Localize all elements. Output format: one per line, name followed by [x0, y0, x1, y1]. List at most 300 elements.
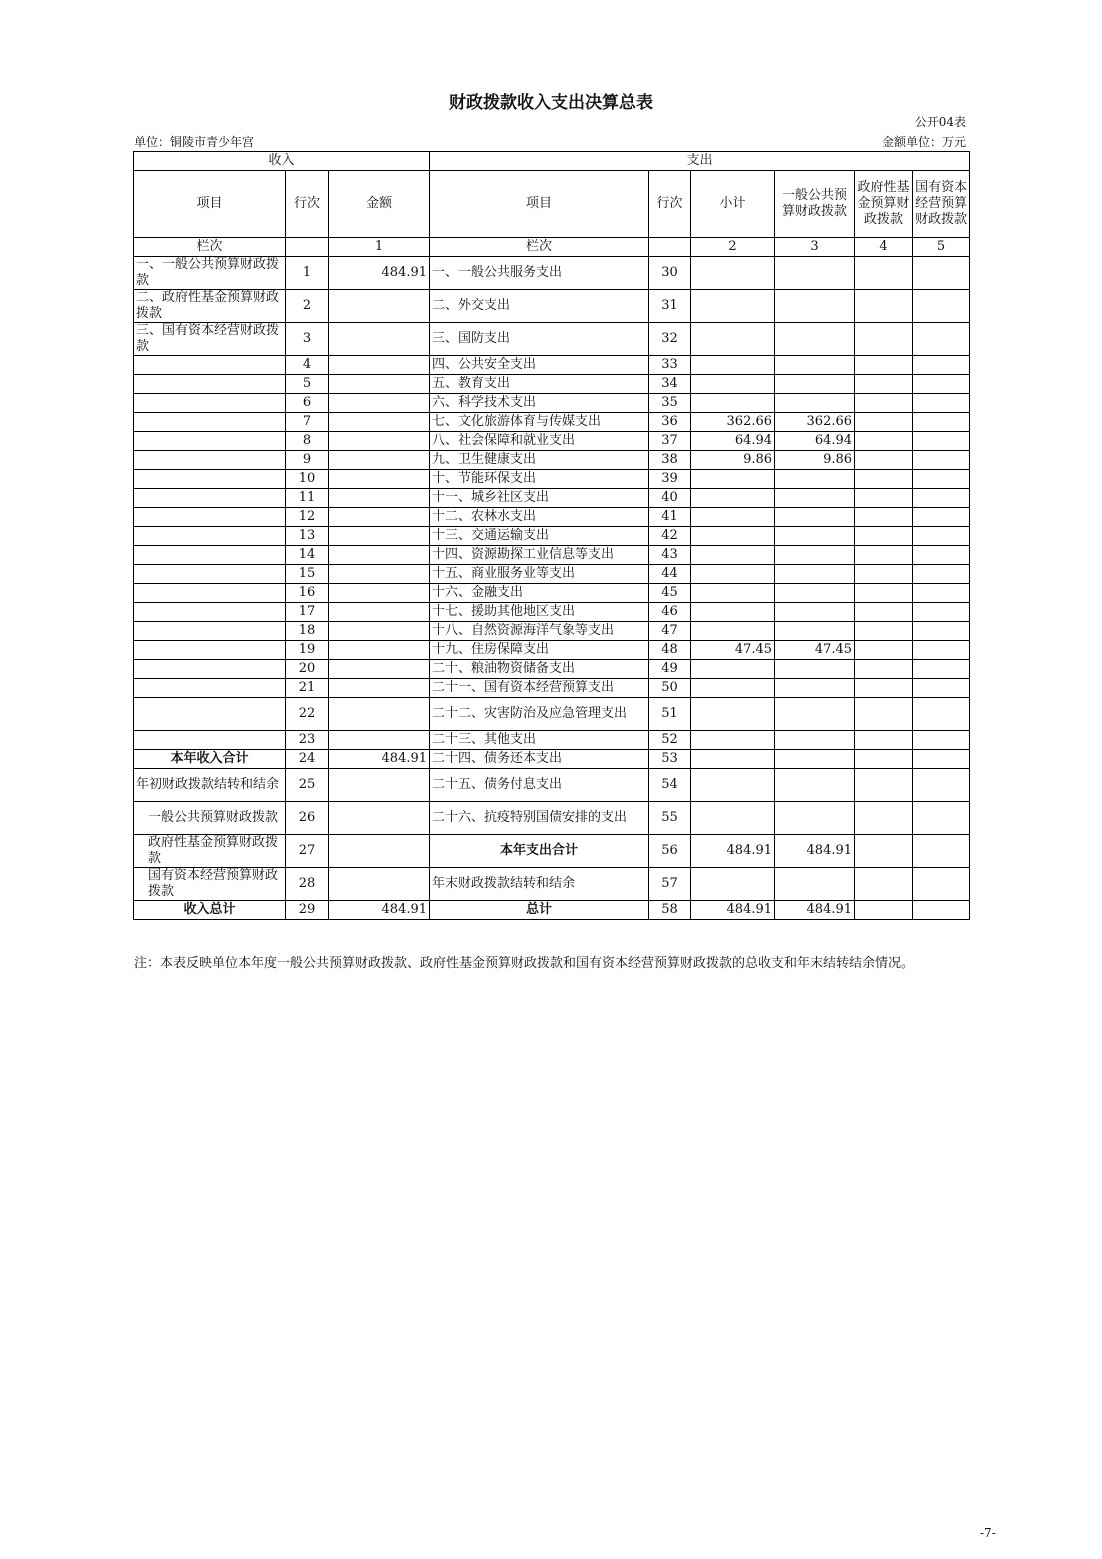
- income-amount-cell: [329, 565, 430, 584]
- general-budget-cell: [775, 290, 855, 323]
- expense-line-cell: 43: [649, 546, 691, 565]
- subtotal-cell: [691, 698, 775, 731]
- expense-line-cell: 42: [649, 527, 691, 546]
- state-capital-cell: [913, 641, 970, 660]
- expense-item-cell: 年末财政拨款结转和结余: [430, 868, 649, 901]
- expense-item-cell: 总计: [430, 901, 649, 920]
- subtotal-cell: [691, 394, 775, 413]
- state-capital-cell: [913, 868, 970, 901]
- general-budget-cell: [775, 622, 855, 641]
- income-item-cell: [134, 679, 286, 698]
- colnum-amount: 1: [329, 238, 430, 257]
- gov-fund-cell: [855, 698, 913, 731]
- header-general: 一般公共预算财政拨款: [775, 171, 855, 238]
- expense-line-cell: 38: [649, 451, 691, 470]
- table-row: [134, 527, 970, 546]
- state-capital-cell: [913, 508, 970, 527]
- expense-line-cell: 51: [649, 698, 691, 731]
- subtotal-cell: 484.91: [691, 901, 775, 920]
- gov-fund-cell: [855, 622, 913, 641]
- gov-fund-cell: [855, 451, 913, 470]
- income-amount-cell: [329, 731, 430, 750]
- income-line-cell: 20: [286, 660, 329, 679]
- income-item-cell: 国有资本经营预算财政拨款: [134, 868, 286, 901]
- income-item-cell: 一、一般公共预算财政拨款: [134, 257, 286, 290]
- gov-fund-cell: [855, 356, 913, 375]
- expense-line-cell: 50: [649, 679, 691, 698]
- income-amount-cell: 484.91: [329, 257, 430, 290]
- general-budget-cell: [775, 489, 855, 508]
- income-item-cell: [134, 698, 286, 731]
- table-row: [134, 375, 970, 394]
- expense-line-cell: 30: [649, 257, 691, 290]
- income-line-cell: 14: [286, 546, 329, 565]
- subtotal-cell: [691, 769, 775, 802]
- expense-line-cell: 49: [649, 660, 691, 679]
- expense-item-cell: 三、国防支出: [430, 323, 649, 356]
- gov-fund-cell: [855, 432, 913, 451]
- income-item-cell: [134, 432, 286, 451]
- expense-line-cell: 44: [649, 565, 691, 584]
- general-budget-cell: [775, 394, 855, 413]
- gov-fund-cell: [855, 394, 913, 413]
- table-row: [134, 413, 970, 432]
- subtotal-cell: [691, 489, 775, 508]
- income-line-cell: 28: [286, 868, 329, 901]
- income-item-cell: [134, 546, 286, 565]
- header-state-capital: 国有资本经营预算财政拨款: [913, 171, 970, 238]
- income-item-cell: [134, 394, 286, 413]
- state-capital-cell: [913, 698, 970, 731]
- income-item-cell: 一般公共预算财政拨款: [134, 802, 286, 835]
- table-row: [134, 679, 970, 698]
- state-capital-cell: [913, 731, 970, 750]
- gov-fund-cell: [855, 470, 913, 489]
- expense-item-cell: 四、公共安全支出: [430, 356, 649, 375]
- general-budget-cell: [775, 731, 855, 750]
- income-amount-cell: [329, 470, 430, 489]
- colnum-label: 栏次: [134, 238, 286, 257]
- gov-fund-cell: [855, 750, 913, 769]
- income-amount-cell: [329, 835, 430, 868]
- general-budget-cell: 484.91: [775, 901, 855, 920]
- subtotal-cell: [691, 290, 775, 323]
- expense-line-cell: 41: [649, 508, 691, 527]
- header-exp-item: 项目: [430, 171, 649, 238]
- state-capital-cell: [913, 323, 970, 356]
- colnum-exp-line: [649, 238, 691, 257]
- expense-line-cell: 57: [649, 868, 691, 901]
- header-line: 行次: [286, 171, 329, 238]
- income-line-cell: 7: [286, 413, 329, 432]
- income-line-cell: 15: [286, 565, 329, 584]
- income-amount-cell: [329, 584, 430, 603]
- income-line-cell: 12: [286, 508, 329, 527]
- income-amount-cell: [329, 868, 430, 901]
- state-capital-cell: [913, 750, 970, 769]
- general-budget-cell: [775, 565, 855, 584]
- income-line-cell: 11: [286, 489, 329, 508]
- table-row: [134, 802, 970, 835]
- income-amount-cell: [329, 527, 430, 546]
- income-line-cell: 16: [286, 584, 329, 603]
- form-number: 公开04表: [914, 115, 966, 129]
- expense-item-cell: 十四、资源勘探工业信息等支出: [430, 546, 649, 565]
- gov-fund-cell: [855, 413, 913, 432]
- subtotal-cell: [691, 868, 775, 901]
- state-capital-cell: [913, 413, 970, 432]
- gov-fund-cell: [855, 489, 913, 508]
- colnum-subtotal: 2: [691, 238, 775, 257]
- subtotal-cell: [691, 375, 775, 394]
- gov-fund-cell: [855, 323, 913, 356]
- income-item-cell: [134, 660, 286, 679]
- page-title: 财政拨款收入支出决算总表: [449, 93, 653, 113]
- table-row: [134, 901, 970, 920]
- general-budget-cell: 484.91: [775, 835, 855, 868]
- income-line-cell: 10: [286, 470, 329, 489]
- income-item-cell: [134, 622, 286, 641]
- expense-group-header: 支出: [430, 152, 970, 171]
- general-budget-cell: [775, 257, 855, 290]
- expense-line-cell: 53: [649, 750, 691, 769]
- income-line-cell: 2: [286, 290, 329, 323]
- state-capital-cell: [913, 470, 970, 489]
- gov-fund-cell: [855, 868, 913, 901]
- state-capital-cell: [913, 257, 970, 290]
- expense-line-cell: 55: [649, 802, 691, 835]
- subtotal-cell: 484.91: [691, 835, 775, 868]
- expense-item-cell: 八、社会保障和就业支出: [430, 432, 649, 451]
- expense-item-cell: 二十四、债务还本支出: [430, 750, 649, 769]
- table-row: [134, 731, 970, 750]
- gov-fund-cell: [855, 901, 913, 920]
- colnum-gov-fund: 4: [855, 238, 913, 257]
- expense-line-cell: 33: [649, 356, 691, 375]
- state-capital-cell: [913, 546, 970, 565]
- income-amount-cell: [329, 413, 430, 432]
- table-row: [134, 868, 970, 901]
- income-amount-cell: [329, 679, 430, 698]
- income-amount-cell: [329, 546, 430, 565]
- general-budget-cell: [775, 660, 855, 679]
- expense-item-cell: 二十、粮油物资储备支出: [430, 660, 649, 679]
- expense-item-cell: 二十二、灾害防治及应急管理支出: [430, 698, 649, 731]
- state-capital-cell: [913, 432, 970, 451]
- header-subtotal: 小计: [691, 171, 775, 238]
- income-line-cell: 8: [286, 432, 329, 451]
- state-capital-cell: [913, 769, 970, 802]
- general-budget-cell: [775, 679, 855, 698]
- header-item: 项目: [134, 171, 286, 238]
- expense-item-cell: 十一、城乡社区支出: [430, 489, 649, 508]
- income-amount-cell: 484.91: [329, 750, 430, 769]
- subtotal-cell: [691, 527, 775, 546]
- state-capital-cell: [913, 622, 970, 641]
- state-capital-cell: [913, 660, 970, 679]
- gov-fund-cell: [855, 835, 913, 868]
- table-row: [134, 489, 970, 508]
- expense-line-cell: 36: [649, 413, 691, 432]
- income-line-cell: 27: [286, 835, 329, 868]
- state-capital-cell: [913, 802, 970, 835]
- income-amount-cell: [329, 802, 430, 835]
- expense-line-cell: 34: [649, 375, 691, 394]
- subtotal-cell: 47.45: [691, 641, 775, 660]
- expense-item-cell: 七、文化旅游体育与传媒支出: [430, 413, 649, 432]
- gov-fund-cell: [855, 508, 913, 527]
- state-capital-cell: [913, 679, 970, 698]
- table-row: [134, 641, 970, 660]
- expense-line-cell: 40: [649, 489, 691, 508]
- unit-label: 单位：铜陵市青少年宫: [134, 135, 255, 149]
- state-capital-cell: [913, 356, 970, 375]
- group-header-row: [134, 152, 970, 171]
- income-line-cell: 29: [286, 901, 329, 920]
- colnum-state-capital: 5: [913, 238, 970, 257]
- expense-item-cell: 二、外交支出: [430, 290, 649, 323]
- subtotal-cell: [691, 508, 775, 527]
- expense-line-cell: 31: [649, 290, 691, 323]
- expense-line-cell: 58: [649, 901, 691, 920]
- income-line-cell: 17: [286, 603, 329, 622]
- income-line-cell: 5: [286, 375, 329, 394]
- colnum-general: 3: [775, 238, 855, 257]
- income-item-cell: [134, 508, 286, 527]
- general-budget-cell: [775, 603, 855, 622]
- header-gov-fund: 政府性基金预算财政拨款: [855, 171, 913, 238]
- income-item-cell: 政府性基金预算财政拨款: [134, 835, 286, 868]
- subtotal-cell: [691, 679, 775, 698]
- expense-line-cell: 47: [649, 622, 691, 641]
- subtotal-cell: [691, 546, 775, 565]
- amount-unit-label: 金额单位：万元: [881, 135, 966, 149]
- expense-item-cell: 十二、农林水支出: [430, 508, 649, 527]
- general-budget-cell: [775, 356, 855, 375]
- income-line-cell: 23: [286, 731, 329, 750]
- expense-line-cell: 39: [649, 470, 691, 489]
- subtotal-cell: [691, 750, 775, 769]
- table-row: [134, 470, 970, 489]
- subtotal-cell: [691, 731, 775, 750]
- expense-item-cell: 十、节能环保支出: [430, 470, 649, 489]
- income-line-cell: 13: [286, 527, 329, 546]
- income-amount-cell: [329, 394, 430, 413]
- state-capital-cell: [913, 451, 970, 470]
- table-row: [134, 835, 970, 868]
- gov-fund-cell: [855, 641, 913, 660]
- general-budget-cell: 47.45: [775, 641, 855, 660]
- income-amount-cell: [329, 323, 430, 356]
- income-item-cell: [134, 641, 286, 660]
- gov-fund-cell: [855, 290, 913, 323]
- expense-line-cell: 35: [649, 394, 691, 413]
- income-amount-cell: 484.91: [329, 901, 430, 920]
- expense-item-cell: 二十一、国有资本经营预算支出: [430, 679, 649, 698]
- subtotal-cell: [691, 356, 775, 375]
- header-exp-line: 行次: [649, 171, 691, 238]
- general-budget-cell: [775, 323, 855, 356]
- gov-fund-cell: [855, 679, 913, 698]
- state-capital-cell: [913, 375, 970, 394]
- expense-item-cell: 十三、交通运输支出: [430, 527, 649, 546]
- colnum-line: [286, 238, 329, 257]
- gov-fund-cell: [855, 769, 913, 802]
- income-item-cell: [134, 565, 286, 584]
- subtotal-cell: [691, 323, 775, 356]
- income-item-cell: 二、政府性基金预算财政拨款: [134, 290, 286, 323]
- expense-item-cell: 十八、自然资源海洋气象等支出: [430, 622, 649, 641]
- expense-item-cell: 九、卫生健康支出: [430, 451, 649, 470]
- state-capital-cell: [913, 603, 970, 622]
- income-amount-cell: [329, 698, 430, 731]
- table-note: 注：本表反映单位本年度一般公共预算财政拨款、政府性基金预算财政拨款和国有资本经营预算财政拨款的总收支和年末结转结余情况。: [134, 956, 915, 971]
- table-row: [134, 257, 970, 290]
- expense-item-cell: 二十三、其他支出: [430, 731, 649, 750]
- state-capital-cell: [913, 901, 970, 920]
- expense-item-cell: 本年支出合计: [430, 835, 649, 868]
- table-row: [134, 660, 970, 679]
- column-number-row: [134, 238, 970, 257]
- state-capital-cell: [913, 290, 970, 323]
- expense-line-cell: 37: [649, 432, 691, 451]
- income-amount-cell: [329, 603, 430, 622]
- income-amount-cell: [329, 290, 430, 323]
- income-item-cell: [134, 527, 286, 546]
- income-group-header: 收入: [134, 152, 430, 171]
- column-header-row: [134, 171, 970, 238]
- expense-line-cell: 48: [649, 641, 691, 660]
- table-row: [134, 603, 970, 622]
- expense-line-cell: 52: [649, 731, 691, 750]
- subtotal-cell: 362.66: [691, 413, 775, 432]
- income-line-cell: 9: [286, 451, 329, 470]
- income-amount-cell: [329, 769, 430, 802]
- subtotal-cell: 64.94: [691, 432, 775, 451]
- income-amount-cell: [329, 660, 430, 679]
- income-item-cell: 收入总计: [134, 901, 286, 920]
- table-row: [134, 584, 970, 603]
- gov-fund-cell: [855, 660, 913, 679]
- expense-item-cell: 二十六、抗疫特别国债安排的支出: [430, 802, 649, 835]
- expense-item-cell: 二十五、债务付息支出: [430, 769, 649, 802]
- income-item-cell: 三、国有资本经营财政拨款: [134, 323, 286, 356]
- page-number: -7-: [980, 1526, 996, 1540]
- table-row: [134, 622, 970, 641]
- general-budget-cell: [775, 546, 855, 565]
- income-line-cell: 26: [286, 802, 329, 835]
- income-amount-cell: [329, 508, 430, 527]
- income-line-cell: 19: [286, 641, 329, 660]
- income-line-cell: 18: [286, 622, 329, 641]
- income-amount-cell: [329, 641, 430, 660]
- general-budget-cell: 9.86: [775, 451, 855, 470]
- gov-fund-cell: [855, 257, 913, 290]
- subtotal-cell: [691, 603, 775, 622]
- income-amount-cell: [329, 489, 430, 508]
- gov-fund-cell: [855, 802, 913, 835]
- income-line-cell: 24: [286, 750, 329, 769]
- general-budget-cell: 64.94: [775, 432, 855, 451]
- table-row: [134, 432, 970, 451]
- income-item-cell: [134, 356, 286, 375]
- general-budget-cell: [775, 769, 855, 802]
- general-budget-cell: [775, 698, 855, 731]
- gov-fund-cell: [855, 584, 913, 603]
- income-item-cell: [134, 489, 286, 508]
- income-item-cell: [134, 731, 286, 750]
- income-item-cell: 年初财政拨款结转和结余: [134, 769, 286, 802]
- gov-fund-cell: [855, 603, 913, 622]
- state-capital-cell: [913, 394, 970, 413]
- subtotal-cell: [691, 470, 775, 489]
- table-row: [134, 698, 970, 731]
- general-budget-cell: [775, 868, 855, 901]
- table-row: [134, 565, 970, 584]
- income-amount-cell: [329, 432, 430, 451]
- gov-fund-cell: [855, 375, 913, 394]
- expense-line-cell: 54: [649, 769, 691, 802]
- income-amount-cell: [329, 451, 430, 470]
- subtotal-cell: [691, 802, 775, 835]
- table-row: [134, 394, 970, 413]
- income-amount-cell: [329, 375, 430, 394]
- gov-fund-cell: [855, 527, 913, 546]
- table-row: [134, 750, 970, 769]
- income-line-cell: 3: [286, 323, 329, 356]
- gov-fund-cell: [855, 565, 913, 584]
- expense-item-cell: 一、一般公共服务支出: [430, 257, 649, 290]
- expense-item-cell: 十五、商业服务业等支出: [430, 565, 649, 584]
- general-budget-cell: [775, 584, 855, 603]
- income-line-cell: 4: [286, 356, 329, 375]
- income-amount-cell: [329, 622, 430, 641]
- general-budget-cell: 362.66: [775, 413, 855, 432]
- expense-item-cell: 十六、金融支出: [430, 584, 649, 603]
- state-capital-cell: [913, 584, 970, 603]
- income-line-cell: 1: [286, 257, 329, 290]
- income-line-cell: 21: [286, 679, 329, 698]
- income-line-cell: 6: [286, 394, 329, 413]
- fiscal-summary-table: [133, 151, 970, 920]
- table-row: [134, 508, 970, 527]
- income-item-cell: 本年收入合计: [134, 750, 286, 769]
- expense-line-cell: 32: [649, 323, 691, 356]
- subtotal-cell: 9.86: [691, 451, 775, 470]
- state-capital-cell: [913, 527, 970, 546]
- table-row: [134, 451, 970, 470]
- income-item-cell: [134, 603, 286, 622]
- general-budget-cell: [775, 750, 855, 769]
- general-budget-cell: [775, 508, 855, 527]
- state-capital-cell: [913, 565, 970, 584]
- general-budget-cell: [775, 527, 855, 546]
- expense-item-cell: 六、科学技术支出: [430, 394, 649, 413]
- gov-fund-cell: [855, 546, 913, 565]
- income-item-cell: [134, 451, 286, 470]
- header-amount: 金额: [329, 171, 430, 238]
- expense-line-cell: 46: [649, 603, 691, 622]
- income-item-cell: [134, 375, 286, 394]
- expense-line-cell: 45: [649, 584, 691, 603]
- state-capital-cell: [913, 835, 970, 868]
- table-row: [134, 290, 970, 323]
- expense-item-cell: 五、教育支出: [430, 375, 649, 394]
- income-line-cell: 25: [286, 769, 329, 802]
- table-row: [134, 546, 970, 565]
- state-capital-cell: [913, 489, 970, 508]
- income-amount-cell: [329, 356, 430, 375]
